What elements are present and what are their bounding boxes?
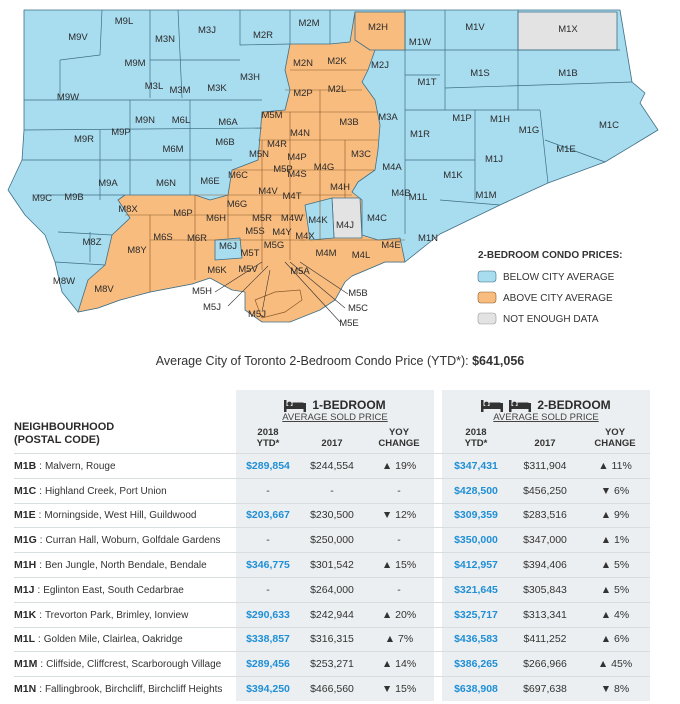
col-header-2017-1bed: 2017	[300, 427, 364, 454]
two-bed-2018-ytd: $347,431	[442, 454, 510, 479]
neighbourhood-name: Ben Jungle, North Bendale, Bendale	[44, 560, 207, 572]
neighbourhood-header	[14, 390, 236, 454]
one-bed-yoy: ▲ 7%	[364, 627, 434, 652]
table-row	[14, 478, 650, 503]
postal-code: M1E	[14, 509, 36, 522]
one-bed-2017: $264,000	[300, 577, 364, 602]
two-bed-2018-ytd: $350,000	[442, 528, 510, 553]
postal-label: M8W	[52, 276, 76, 287]
table-body	[14, 454, 650, 701]
col-header-2018-ytd-1bed: 2018 YTD*	[236, 427, 300, 454]
postal-code: M1C	[14, 484, 37, 497]
table-row	[14, 577, 650, 602]
city-average-label: Average City of Toronto 2-Bedroom Condo Price (YTD*):	[155, 354, 469, 368]
neighbourhood-cell: M1B : Malvern, Rouge	[14, 454, 236, 479]
two-bed-2018-ytd: $436,583	[442, 627, 510, 652]
one-bed-2018-ytd: -	[236, 528, 300, 553]
one-bed-subtitle: AVERAGE SOLD PRICE	[282, 412, 388, 423]
col-header-yoy-1bed: YOY CHANGE	[364, 427, 434, 454]
postal-label: M1G	[518, 125, 540, 136]
postal-label: M1V	[465, 22, 485, 33]
one-bed-2017: $242,944	[300, 602, 364, 627]
table-row	[14, 503, 650, 528]
one-bed-2017: $316,315	[300, 627, 364, 652]
one-bed-yoy: ▼ 12%	[364, 503, 434, 528]
table-row	[14, 602, 650, 627]
neighbourhood-name: Eglinton East, South Cedarbrae	[43, 584, 184, 596]
postal-code: M1H	[14, 559, 37, 572]
postal-code: M1K	[14, 608, 37, 621]
postal-label: M5N	[248, 149, 270, 160]
two-bed-2018-ytd: $638,908	[442, 677, 510, 701]
postal-label: M4R	[266, 139, 288, 150]
postal-label: M3K	[207, 83, 227, 94]
postal-label: M1X	[558, 24, 578, 35]
legend-swatch-above	[478, 292, 496, 303]
neighbourhood-cell: M1H : Ben Jungle, North Bendale, Bendale	[14, 553, 236, 578]
two-bed-2018-ytd: $309,359	[442, 503, 510, 528]
two-bed-yoy: ▲ 5%	[580, 553, 650, 578]
postal-label: M4S	[287, 169, 307, 180]
postal-code: M1J	[14, 583, 35, 596]
one-bed-yoy: ▲ 20%	[364, 602, 434, 627]
table-row	[14, 677, 650, 701]
postal-label: M1T	[417, 77, 437, 88]
legend-item-above: ABOVE CITY AVERAGE	[503, 293, 613, 304]
one-bed-2017: $244,554	[300, 454, 364, 479]
postal-label: M6J	[219, 241, 237, 252]
neighbourhood-name: Malvern, Rouge	[44, 460, 116, 472]
postal-label: M6K	[207, 265, 227, 276]
postal-label: M6A	[218, 117, 238, 128]
two-bed-yoy: ▲ 9%	[580, 503, 650, 528]
city-average-line	[0, 354, 680, 368]
postal-label: M6B	[215, 137, 235, 148]
postal-code: M1L	[14, 633, 35, 646]
postal-label: M9M	[124, 58, 146, 69]
postal-label: M9N	[134, 115, 156, 126]
postal-label: M1W	[408, 37, 432, 48]
postal-label: M5G	[263, 240, 285, 251]
one-bed-2018-ytd: -	[236, 478, 300, 503]
postal-label: M6H	[205, 213, 227, 224]
two-bed-2017: $313,341	[510, 602, 580, 627]
one-bed-2018-ytd: -	[236, 577, 300, 602]
legend-swatch-no-data	[478, 313, 496, 324]
postal-label: M9W	[56, 92, 80, 103]
two-bed-2017: $697,638	[510, 677, 580, 701]
postal-label: M4W	[280, 213, 304, 224]
one-bed-2018-ytd: $203,667	[236, 503, 300, 528]
two-bed-2017: $266,966	[510, 652, 580, 677]
postal-label: M1P	[452, 113, 472, 124]
two-bed-yoy: ▲ 11%	[580, 454, 650, 479]
postal-label: M4G	[313, 162, 335, 173]
region-m4j-no-data	[332, 198, 362, 238]
bed-icon	[481, 400, 503, 412]
postal-label: M4E	[381, 240, 401, 251]
postal-label: M5M	[261, 110, 283, 121]
postal-label: M4V	[258, 186, 278, 197]
neighbourhood-header-line1: NEIGHBOURHOOD	[14, 421, 115, 433]
postal-label: M2J	[371, 60, 389, 71]
one-bed-2017: $250,000	[300, 528, 364, 553]
postal-label: M2M	[298, 18, 320, 29]
two-bed-yoy: ▲ 6%	[580, 627, 650, 652]
one-bed-yoy: ▲ 19%	[364, 454, 434, 479]
price-table	[14, 390, 650, 701]
postal-label: M1M	[475, 190, 497, 201]
postal-label: M5A	[290, 266, 310, 277]
postal-label: M2N	[292, 58, 314, 69]
one-bed-2017: -	[300, 478, 364, 503]
postal-label: M6L	[171, 115, 191, 126]
one-bed-header	[236, 390, 434, 427]
postal-label: M1B	[558, 68, 578, 79]
postal-label: M3B	[339, 117, 359, 128]
neighbourhood-cell: M1M : Cliffside, Cliffcrest, Scarborough Village	[14, 652, 236, 677]
postal-label: M3C	[350, 149, 372, 160]
two-bed-2017: $347,000	[510, 528, 580, 553]
postal-label: M8V	[94, 284, 114, 295]
two-bed-2017: $411,252	[510, 627, 580, 652]
two-bed-yoy: ▼ 6%	[580, 478, 650, 503]
postal-label: M1R	[409, 129, 431, 140]
postal-label: M6C	[227, 170, 249, 181]
neighbourhood-cell: M1C : Highland Creek, Port Union	[14, 478, 236, 503]
legend-title: 2-BEDROOM CONDO PRICES:	[478, 250, 623, 261]
two-bed-title: 2-BEDROOM	[537, 398, 611, 412]
neighbourhood-cell: M1E : Morningside, West Hill, Guildwood	[14, 503, 236, 528]
one-bed-yoy: ▼ 15%	[364, 677, 434, 701]
postal-label: M8Y	[127, 245, 147, 256]
postal-label: M9V	[68, 32, 88, 43]
postal-label: M4P	[287, 152, 307, 163]
postal-code: M1M	[14, 658, 38, 671]
postal-label: M1N	[417, 233, 439, 244]
table-row	[14, 553, 650, 578]
postal-label: M9R	[73, 134, 95, 145]
postal-label: M9B	[64, 192, 84, 203]
two-bed-yoy: ▲ 45%	[580, 652, 650, 677]
postal-label: M4X	[295, 231, 315, 242]
neighbourhood-name: Curran Hall, Woburn, Golfdale Gardens	[45, 535, 221, 547]
two-bed-2018-ytd: $325,717	[442, 602, 510, 627]
postal-label: M5J	[248, 309, 266, 320]
table-row	[14, 652, 650, 677]
postal-label: M9A	[98, 178, 118, 189]
postal-label: M9C	[31, 193, 53, 204]
legend	[478, 250, 622, 325]
postal-label: M5B	[348, 288, 368, 299]
neighbourhood-cell: M1G : Curran Hall, Woburn, Golfdale Gardens	[14, 528, 236, 553]
postal-label: M6G	[226, 199, 248, 210]
postal-label: M4B	[391, 188, 411, 199]
postal-label: M5S	[245, 226, 265, 237]
col-header-2018-ytd-2bed: 2018 YTD*	[442, 427, 510, 454]
postal-label: M5E	[339, 318, 359, 329]
two-bed-2018-ytd: $412,957	[442, 553, 510, 578]
postal-label: M5R	[251, 213, 273, 224]
postal-code-header: (POSTAL CODE)	[14, 434, 100, 446]
two-bed-header	[442, 390, 650, 427]
one-bed-2018-ytd: $290,633	[236, 602, 300, 627]
one-bed-yoy: ▲ 15%	[364, 553, 434, 578]
postal-label: M6N	[155, 178, 177, 189]
one-bed-title: 1-BEDROOM	[312, 398, 386, 412]
neighbourhood-cell: M1L : Golden Mile, Clairlea, Oakridge	[14, 627, 236, 652]
postal-label: M2R	[252, 30, 274, 41]
col-header-yoy-2bed: YOY CHANGE	[580, 427, 650, 454]
one-bed-2017: $253,271	[300, 652, 364, 677]
postal-label: M1K	[443, 170, 463, 181]
neighbourhood-name: Morningside, West Hill, Guildwood	[44, 510, 197, 522]
two-bed-yoy: ▲ 4%	[580, 602, 650, 627]
two-bed-2017: $456,250	[510, 478, 580, 503]
postal-label: M4C	[366, 213, 388, 224]
table-row	[14, 627, 650, 652]
table-row	[14, 528, 650, 553]
postal-label: M8X	[118, 204, 138, 215]
one-bed-2018-ytd: $394,250	[236, 677, 300, 701]
legend-item-below: BELOW CITY AVERAGE	[503, 272, 615, 283]
postal-label: M3J	[198, 25, 216, 36]
neighbourhood-name: Trevorton Park, Brimley, Ionview	[44, 609, 189, 621]
postal-label: M2H	[367, 22, 389, 33]
legend-swatch-below	[478, 271, 496, 282]
postal-code: M1N	[14, 683, 37, 696]
postal-label: M4J	[336, 220, 354, 231]
two-bed-yoy: ▲ 5%	[580, 577, 650, 602]
postal-label: M4T	[282, 191, 302, 202]
postal-label: M9L	[114, 16, 134, 27]
neighbourhood-cell: M1K : Trevorton Park, Brimley, Ionview	[14, 602, 236, 627]
one-bed-2018-ytd: $289,456	[236, 652, 300, 677]
neighbourhood-name: Cliffside, Cliffcrest, Scarborough Village	[46, 659, 222, 671]
postal-code: M1B	[14, 459, 37, 472]
postal-label: M6S	[153, 232, 173, 243]
postal-label: M2L	[327, 84, 347, 95]
postal-label: M3M	[169, 85, 191, 96]
postal-label: M6P	[173, 208, 193, 219]
postal-label: M6M	[162, 144, 184, 155]
postal-label: M4Y	[272, 227, 292, 238]
postal-label: M5H	[191, 286, 213, 297]
one-bed-2017: $301,542	[300, 553, 364, 578]
bed-icon	[509, 400, 531, 412]
one-bed-yoy: -	[364, 577, 434, 602]
postal-label: M4M	[315, 248, 337, 259]
postal-label: M5C	[347, 303, 369, 314]
postal-label: M3L	[144, 81, 164, 92]
postal-label: M6E	[200, 176, 220, 187]
two-bed-yoy: ▼ 8%	[580, 677, 650, 701]
postal-label: M4H	[329, 182, 351, 193]
postal-label: M2K	[327, 56, 347, 67]
postal-label: M5J	[203, 302, 221, 313]
postal-label: M3A	[378, 112, 398, 123]
postal-label: M1J	[485, 154, 503, 165]
postal-label: M9P	[111, 127, 131, 138]
one-bed-yoy: ▲ 14%	[364, 652, 434, 677]
postal-label: M6R	[186, 233, 208, 244]
postal-label: M1L	[408, 192, 428, 203]
one-bed-2017: $466,560	[300, 677, 364, 701]
one-bed-yoy: -	[364, 528, 434, 553]
neighbourhood-name: Golden Mile, Clairlea, Oakridge	[43, 634, 183, 646]
postal-label: M1E	[556, 144, 576, 155]
bed-icon	[284, 400, 306, 412]
postal-label: M1S	[470, 68, 490, 79]
neighbourhood-name: Fallingbrook, Birchcliff, Birchcliff Heights	[44, 684, 223, 696]
postal-label: M1C	[598, 120, 620, 131]
neighbourhood-cell: M1J : Eglinton East, South Cedarbrae	[14, 577, 236, 602]
postal-label: M4A	[382, 162, 402, 173]
postal-label: M5V	[238, 264, 258, 275]
postal-label: M4L	[351, 250, 371, 261]
postal-code: M1G	[14, 534, 37, 547]
two-bed-2017: $311,904	[510, 454, 580, 479]
postal-label: M3H	[239, 72, 261, 83]
one-bed-2018-ytd: $346,775	[236, 553, 300, 578]
neighbourhood-name: Highland Creek, Port Union	[44, 485, 167, 497]
legend-item-no-data: NOT ENOUGH DATA	[503, 314, 599, 325]
postal-label: M4K	[308, 215, 328, 226]
two-bed-2018-ytd: $428,500	[442, 478, 510, 503]
neighbourhood-cell: M1N : Fallingbrook, Birchcliff, Birchcliff Heights	[14, 677, 236, 701]
toronto-postal-map	[0, 0, 680, 340]
two-bed-2017: $394,406	[510, 553, 580, 578]
one-bed-2018-ytd: $289,854	[236, 454, 300, 479]
two-bed-2017: $305,843	[510, 577, 580, 602]
postal-label: M8Z	[82, 237, 102, 248]
one-bed-2018-ytd: $338,857	[236, 627, 300, 652]
two-bed-2018-ytd: $321,645	[442, 577, 510, 602]
postal-label: M3N	[154, 34, 176, 45]
two-bed-2017: $283,516	[510, 503, 580, 528]
two-bed-2018-ytd: $386,265	[442, 652, 510, 677]
postal-label: M5T	[240, 248, 260, 259]
one-bed-yoy: -	[364, 478, 434, 503]
one-bed-2017: $230,500	[300, 503, 364, 528]
postal-label: M1H	[489, 114, 511, 125]
col-header-2017-2bed: 2017	[510, 427, 580, 454]
postal-label: M2P	[293, 88, 313, 99]
two-bed-yoy: ▲ 1%	[580, 528, 650, 553]
city-average-value: $641,056	[472, 354, 525, 368]
postal-label: M5P	[273, 164, 293, 175]
postal-label: M4N	[289, 128, 311, 139]
table-row	[14, 454, 650, 479]
two-bed-subtitle: AVERAGE SOLD PRICE	[493, 412, 599, 423]
